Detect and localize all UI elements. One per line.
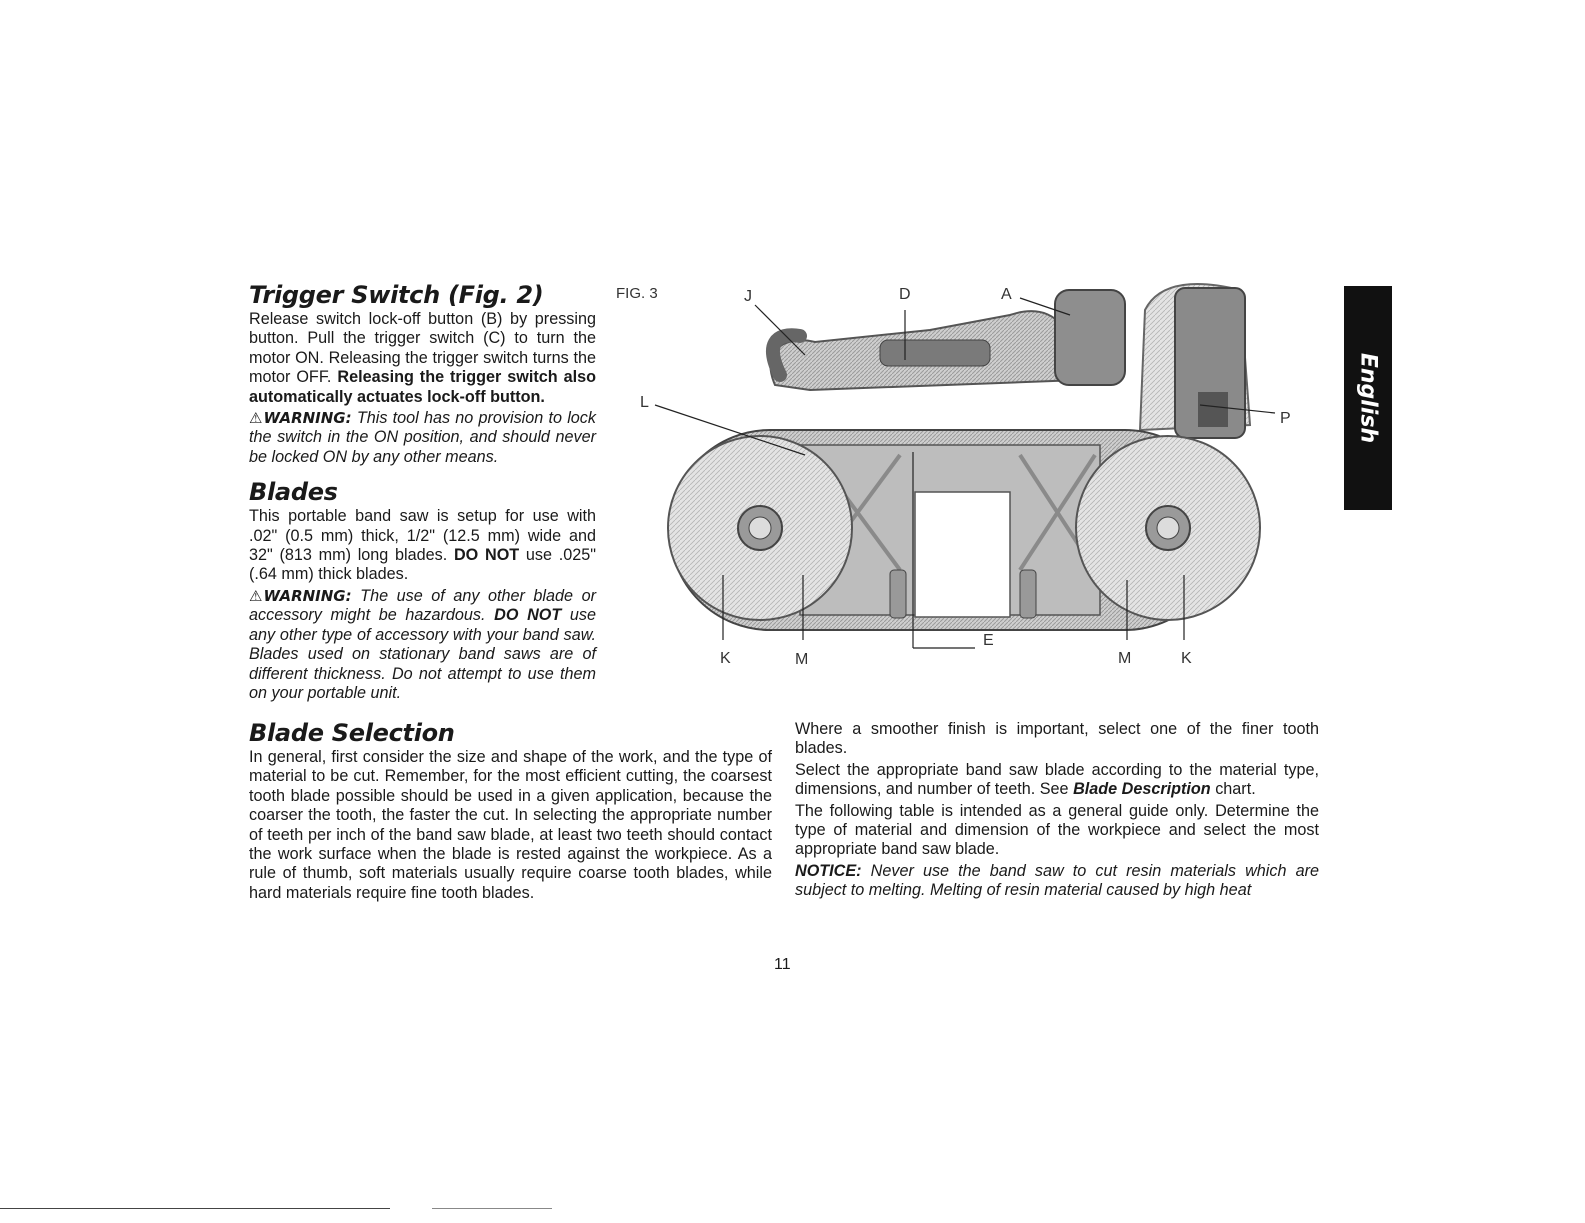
page-number: 11 xyxy=(774,956,791,973)
blade-selection-heading: Blade Selection xyxy=(249,719,455,747)
blades-heading: Blades xyxy=(249,478,338,507)
select-blade-paragraph xyxy=(795,761,1319,800)
band-saw-illustration xyxy=(600,270,1320,690)
notice-paragraph xyxy=(795,862,1319,901)
figure-label: FIG. 3 xyxy=(616,285,658,302)
select-blade-tail: chart. xyxy=(1210,780,1256,799)
callout-e: E xyxy=(983,632,994,649)
warning-text-continued: use any other type of accessory with your band saw. Blades used on stationary band saws are of different thickness. Do not attempt to use them on your portable unit. xyxy=(249,606,596,702)
saw-top-housing xyxy=(771,284,1250,438)
general-guide-paragraph: The following table is intended as a general guide only. Determine the type of material and dimension of the workpiece and select the most appropriate band saw blade. xyxy=(795,801,1319,859)
callout-p: P xyxy=(1280,410,1291,427)
warning-triangle-icon: ⚠ xyxy=(249,410,263,428)
right-column xyxy=(795,720,1319,903)
language-tab-label: English xyxy=(1355,352,1381,444)
callout-k-right: K xyxy=(1181,650,1192,667)
warning-label: WARNING: xyxy=(263,586,352,605)
right-wheel xyxy=(1076,436,1260,620)
trigger-switch-text: Release switch lock-off button (B) by pressing button. Pull the trigger switch (C) to turn the motor ON. Releasing the trigger switch turns the motor OFF. xyxy=(249,310,596,387)
blades-tail-text: use .025" (.64 mm) thick blades. xyxy=(249,546,596,584)
warning-text: This tool has no provision to lock the switch in the ON position, and should never be locked ON by any other means. xyxy=(249,409,596,466)
callout-a: A xyxy=(1001,286,1012,303)
warning-triangle-icon: ⚠ xyxy=(249,587,263,605)
trigger-switch-heading: Trigger Switch (Fig. 2) xyxy=(249,281,544,309)
notice-text: Never use the band saw to cut resin materials which are subject to melting. Melting of resin material caused by high heat xyxy=(795,861,1319,900)
blades-bold-text: DO NOT xyxy=(453,546,520,565)
callout-l: L xyxy=(640,394,649,411)
blade-selection-paragraph: In general, first consider the size and shape of the work, and the type of material to be cut. Remember, for the most efficient cutting, the coarsest tooth blade possible should be used in a given application, because the coarser the tooth, the faster the cut. In selecting the appropriate number of teeth per inch of the band saw blade, at least two teeth should contact the work surface when the blade is rested against the workpiece. As a rule of thumb, soft materials usually require coarse tooth blades, while hard materials require fine tooth blades. xyxy=(249,748,772,902)
trigger-switch-bold-text: Releasing the trigger switch also automatically actuates lock-off button. xyxy=(249,368,596,406)
footer-rule xyxy=(0,1208,390,1209)
blade-description-reference: Blade Description xyxy=(1073,780,1211,799)
left-wheel xyxy=(668,436,852,620)
warning-label: WARNING: xyxy=(263,409,352,428)
smoother-finish-paragraph: Where a smoother finish is important, select one of the finer tooth blades. xyxy=(795,720,1319,758)
select-blade-text: Select the appropriate band saw blade according to the material type, dimensions, and number of teeth. See xyxy=(795,760,1319,799)
warning-bold-text: DO NOT xyxy=(494,606,562,625)
footer-rule-short xyxy=(432,1208,552,1209)
notice-label: NOTICE: xyxy=(795,861,862,880)
callout-j: J xyxy=(744,288,752,305)
blades-paragraph xyxy=(249,507,596,585)
left-column xyxy=(249,280,596,705)
warning-text: The use of any other blade or accessory might be hazardous. xyxy=(249,586,596,625)
blades-text: This portable band saw is setup for use with .02" (0.5 mm) thick, 1/2" (12.5 mm) wide and 32" (813 mm) long blades. xyxy=(249,507,596,565)
callout-k-left: K xyxy=(720,650,731,667)
language-tab xyxy=(1344,286,1392,510)
callout-d: D xyxy=(899,286,911,303)
trigger-switch-paragraph xyxy=(249,310,596,407)
trigger-warning xyxy=(249,409,596,467)
callout-m-left: M xyxy=(795,651,809,668)
blade-selection-section xyxy=(249,718,772,903)
callout-m-right: M xyxy=(1118,650,1132,667)
blades-warning xyxy=(249,587,596,703)
